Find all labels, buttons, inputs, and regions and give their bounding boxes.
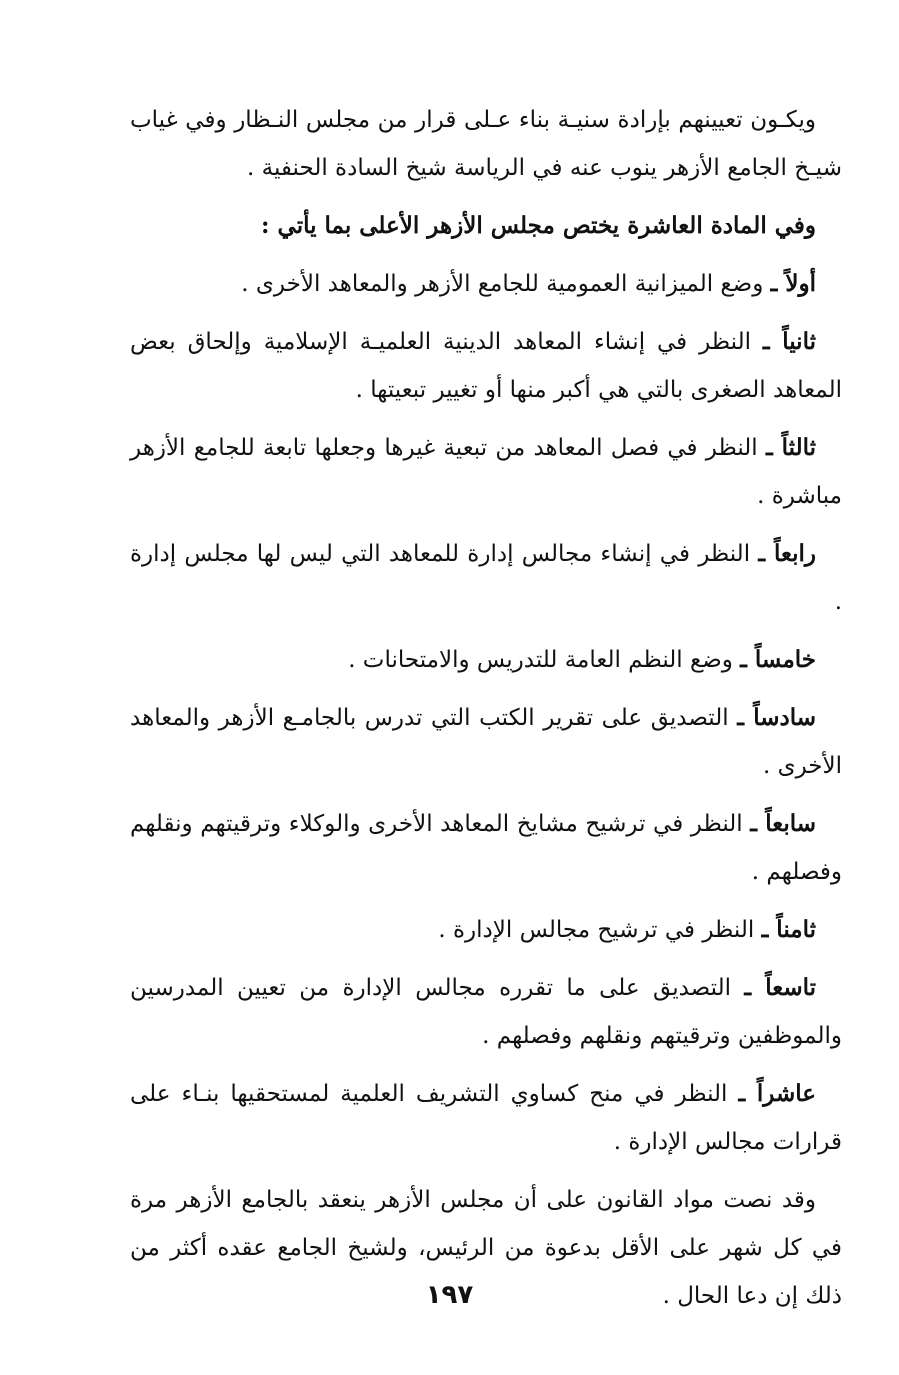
item-lead: سابعاً ـ xyxy=(750,810,817,837)
item-text: وضع النظم العامة للتدريس والامتحانات . xyxy=(348,647,741,673)
page-body xyxy=(130,96,842,1330)
item-text: التصديق على تقرير الكتب التي تدرس بالجامـع الأزهر والمعاهد الأخرى . xyxy=(130,705,842,779)
item-lead: تاسعاً ـ xyxy=(744,974,816,1001)
item-text: النظر في إنشاء المعاهد الدينية العلميـة الإسلامية وإلحاق بعض المعاهد الصغرى بالتي هي أكبر منها أو تغيير تبعيتها . xyxy=(130,329,842,403)
item-lead: ثامناً ـ xyxy=(761,916,816,943)
list-item-ninth xyxy=(130,964,842,1060)
item-text: النظر في إنشاء مجالس إدارة للمعاهد التي ليس لها مجلس إدارة . xyxy=(130,541,842,615)
list-item-third xyxy=(130,424,842,520)
item-lead: عاشراً ـ xyxy=(738,1080,816,1107)
list-item-tenth xyxy=(130,1070,842,1166)
paragraph-article-ten-intro xyxy=(130,202,842,250)
list-item-fourth xyxy=(130,530,842,626)
list-item-eighth xyxy=(130,906,842,954)
item-lead: ثالثاً ـ xyxy=(765,434,816,461)
list-item-seventh xyxy=(130,800,842,896)
item-lead: سادساً ـ xyxy=(737,704,817,731)
item-text: النظر في منح كساوي التشريف العلمية لمستحقيها بنـاء على قرارات مجالس الإدارة . xyxy=(130,1081,842,1155)
item-text: النظر في ترشيح مجالس الإدارة . xyxy=(438,917,762,943)
item-lead: أولاً ـ xyxy=(770,270,816,297)
item-lead: رابعاً ـ xyxy=(758,540,816,567)
paragraph-text: وقد نصت مواد القانون على أن مجلس الأزهر ينعقد بالجامع الأزهر مرة في كل شهر على الأقل بدعوة من الرئيس، ولشيخ الجامع عقده أكثر من ذلك إن دعا الحال . xyxy=(130,1187,842,1309)
list-item-first xyxy=(130,260,842,308)
list-item-fifth xyxy=(130,636,842,684)
page-number: ١٩٧ xyxy=(425,1280,474,1310)
item-lead: ثانياً ـ xyxy=(762,328,816,355)
item-text: النظر في ترشيح مشايخ المعاهد الأخرى والوكلاء وترقيتهم ونقلهم وفصلهم . xyxy=(130,811,842,885)
list-item-second xyxy=(130,318,842,414)
paragraph-text: وفي المادة العاشرة يختص مجلس الأزهر الأعلى بما يأتي : xyxy=(261,212,816,239)
item-text: النظر في فصل المعاهد من تبعية غيرها وجعلها تابعة للجامع الأزهر مباشرة . xyxy=(130,435,842,509)
item-text: وضع الميزانية العمومية للجامع الأزهر والمعاهد الأخرى . xyxy=(241,271,771,297)
list-item-sixth xyxy=(130,694,842,790)
item-text: التصديق على ما تقرره مجالس الإدارة من تعيين المدرسين والموظفين وترقيتهم ونقلهم وفصلهم . xyxy=(130,975,842,1049)
item-lead: خامساً ـ xyxy=(740,646,816,673)
paragraph-appointment xyxy=(130,96,842,192)
paragraph-text: ويكـون تعيينهم بإرادة سنيـة بناء عـلى قرار من مجلس النـظار وفي غياب شيـخ الجامع الأزهر ينوب عنه في الرياسة شيخ السادة الحنفية . xyxy=(130,107,842,181)
